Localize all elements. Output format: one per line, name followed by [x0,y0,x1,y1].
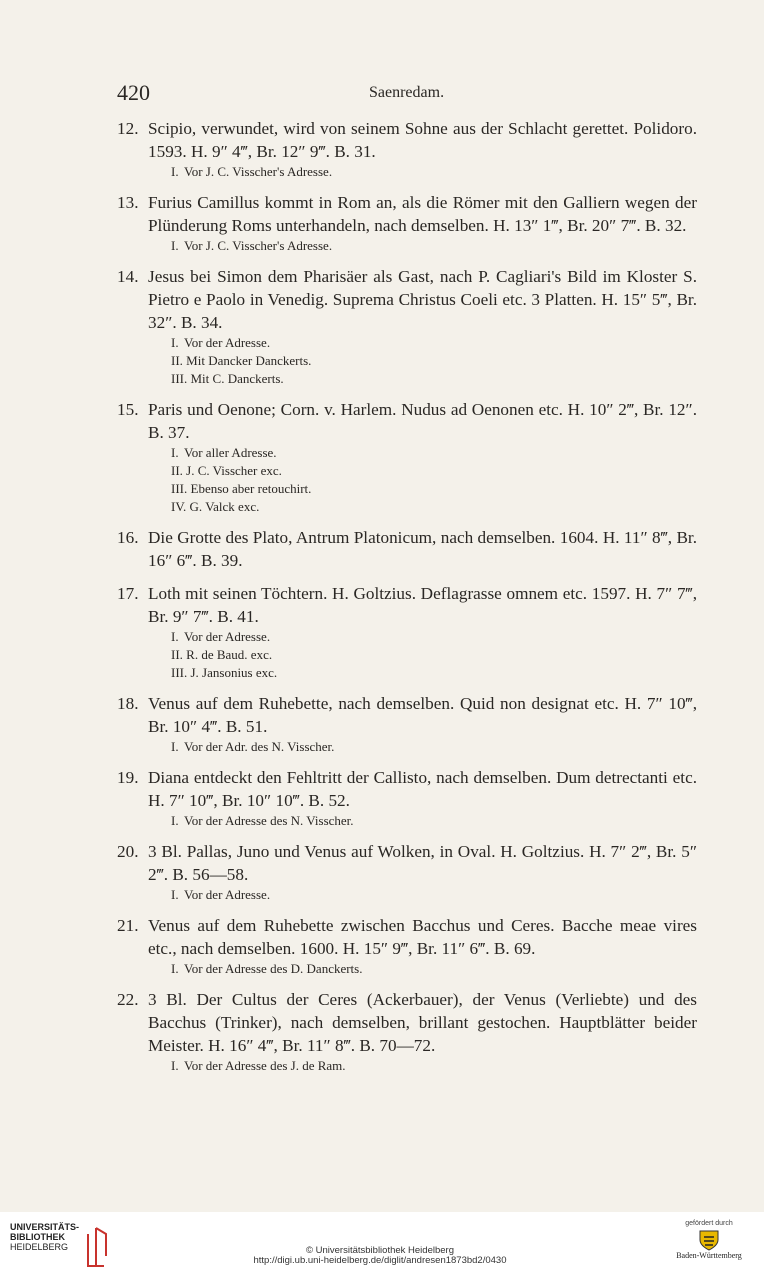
running-head [117,80,697,108]
entry-text: Paris und Oenone; Corn. v. Harlem. Nudus ad Oenonen etc. H. 10″ 2‴, Br. 12″. B. 37. [148,400,697,442]
entry-description [117,582,697,628]
library-logo [10,1222,79,1252]
entry-number: 15. [117,400,139,419]
catalogue-entry [117,914,697,978]
state-numeral: I. [171,739,179,754]
state-text: Vor der Adresse des J. de Ram. [184,1058,346,1073]
print-state [117,628,697,646]
print-state [117,334,697,352]
catalogue-entry [117,766,697,830]
entry-number: 13. [117,193,139,212]
state-text: Vor der Adresse des D. Danckerts. [184,961,363,976]
state-text: Vor der Adresse des N. Visscher. [184,813,354,828]
state-text: R. de Baud. exc. [186,647,273,662]
state-numeral: II. [171,463,183,478]
entry-description [117,398,697,444]
entry-description [117,265,697,334]
state-text: Vor der Adresse. [184,335,271,350]
state-text: J. Jansonius exc. [190,665,278,680]
catalogue-entry [117,191,697,255]
catalogue-entry [117,526,697,572]
entry-number: 16. [117,528,139,547]
state-numeral: I. [171,961,179,976]
entry-description [117,988,697,1057]
entry-description [117,526,697,572]
page-number: 420 [117,80,150,105]
entry-description [117,840,697,886]
catalogue-entry [117,265,697,388]
catalogue-entries [117,117,697,1085]
state-numeral: I. [171,238,179,253]
state-text: Vor aller Adresse. [184,445,277,460]
copyright-text: © Universitätsbibliothek Heidelberg [306,1245,454,1256]
catalogue-entry [117,840,697,904]
state-text: J. C. Visscher exc. [186,463,282,478]
entry-text: 3 Bl. Pallas, Juno und Venus auf Wolken, in Oval. H. Goltzius. H. 7″ 2‴, Br. 5″ 2‴. B. 56—58. [148,842,697,884]
catalogue-entry [117,398,697,516]
state-text: Vor der Adr. des N. Visscher. [184,739,335,754]
print-state [117,480,697,498]
entry-text: Jesus bei Simon dem Pharisäer als Gast, nach P. Cagliari's Bild im Kloster S. Pietro e Paolo in Venedig. Suprema Christus Coeli etc. 3 Platten. H. 15″ 5‴, Br. 32″. B. 34. [148,267,697,332]
entry-number: 14. [117,267,139,286]
state-numeral: I. [171,1058,179,1073]
print-state [117,1057,697,1075]
library-logo-icon [82,1226,110,1270]
entry-description [117,191,697,237]
state-text: Mit Dancker Danckerts. [186,353,312,368]
entry-text: Venus auf dem Ruhebette zwischen Bacchus und Ceres. Bacche meae vires etc., nach demselben. 1600. H. 15″ 9‴, Br. 11″ 6‴. B. 69. [148,916,697,958]
state-numeral: III. [171,481,188,496]
state-numeral: III. [171,371,188,386]
entry-description [117,117,697,163]
print-state [117,886,697,904]
entry-text: Diana entdeckt den Fehltritt der Callisto, nach demselben. Dum detrectanti etc. H. 7″ 10‴, Br. 10″ 10‴. B. 52. [148,768,697,810]
entry-number: 20. [117,842,139,861]
entry-text: Die Grotte des Plato, Antrum Platonicum, nach demselben. 1604. H. 11″ 8‴, Br. 16″ 6‴. B. 39. [148,528,697,570]
sponsor-label: gefördert durch [685,1220,733,1227]
sponsor-logo [664,1220,754,1260]
entry-number: 22. [117,990,139,1009]
state-numeral: I. [171,887,179,902]
entry-description [117,766,697,812]
state-text: Vor der Adresse. [184,887,271,902]
state-text: Vor der Adresse. [184,629,271,644]
state-text: G. Valck exc. [189,499,260,514]
catalogue-entry [117,692,697,756]
state-text: Vor J. C. Visscher's Adresse. [184,238,333,253]
library-name-line: HEIDELBERG [10,1242,69,1252]
catalogue-entry [117,988,697,1075]
footer-bar [0,1212,764,1268]
entry-number: 18. [117,694,139,713]
state-text: Ebenso aber retouchirt. [190,481,312,496]
state-text: Mit C. Danckerts. [190,371,284,386]
print-state [117,960,697,978]
running-title: Saenredam. [369,84,445,101]
library-name-line: BIBLIOTHEK [10,1232,65,1242]
print-state [117,646,697,664]
entry-number: 17. [117,584,139,603]
state-numeral: II. [171,647,183,662]
state-numeral: III. [171,665,188,680]
print-state [117,812,697,830]
print-state [117,370,697,388]
print-state [117,498,697,516]
entry-number: 12. [117,119,139,138]
print-state [117,738,697,756]
state-numeral: IV. [171,499,187,514]
state-numeral: II. [171,353,183,368]
entry-text: Furius Camillus kommt in Rom an, als die Römer mit den Galliern wegen der Plünderung Roms unterhandeln, nach demselben. H. 13″ 1‴, Br. 20″ 7‴. B. 32. [148,193,697,235]
entry-description [117,692,697,738]
print-state [117,352,697,370]
catalogue-entry [117,117,697,181]
entry-text: 3 Bl. Der Cultus der Ceres (Ackerbauer), der Venus (Verliebte) und des Bacchus (Trinker), nach demselben, brillant gestochen. Hauptblätter beider Meister. H. 16″ 4‴, Br. 11″ 8‴. B. 70—72. [148,990,697,1055]
state-numeral: I. [171,629,179,644]
print-state [117,664,697,682]
catalogue-entry [117,582,697,682]
print-state [117,444,697,462]
print-state [117,237,697,255]
library-name-line: UNIVERSITÄTS- [10,1222,80,1232]
entry-description [117,914,697,960]
state-numeral: I. [171,335,179,350]
permalink[interactable]: http://digi.ub.uni-heidelberg.de/diglit/andresen1873bd2/0430 [253,1255,507,1266]
state-numeral: I. [171,445,179,460]
state-numeral: I. [171,813,179,828]
copyright-notice [230,1246,530,1266]
state-numeral: I. [171,164,179,179]
entry-text: Loth mit seinen Töchtern. H. Goltzius. Deflagrasse omnem etc. 1597. H. 7″ 7‴, Br. 9″ 7‴. B. 41. [148,584,697,626]
entry-number: 21. [117,916,139,935]
entry-text: Scipio, verwundet, wird von seinem Sohne aus der Schlacht gerettet. Polidoro. 1593. H. 9″ 4‴, Br. 12″ 9‴. B. 31. [148,119,697,161]
sponsor-name: Baden-Württemberg [676,1251,742,1260]
coat-of-arms-icon [696,1229,722,1251]
state-text: Vor J. C. Visscher's Adresse. [184,164,333,179]
entry-number: 19. [117,768,139,787]
print-state [117,462,697,480]
entry-text: Venus auf dem Ruhebette, nach demselben. Quid non designat etc. H. 7″ 10‴, Br. 10″ 4‴. B. 51. [148,694,697,736]
print-state [117,163,697,181]
